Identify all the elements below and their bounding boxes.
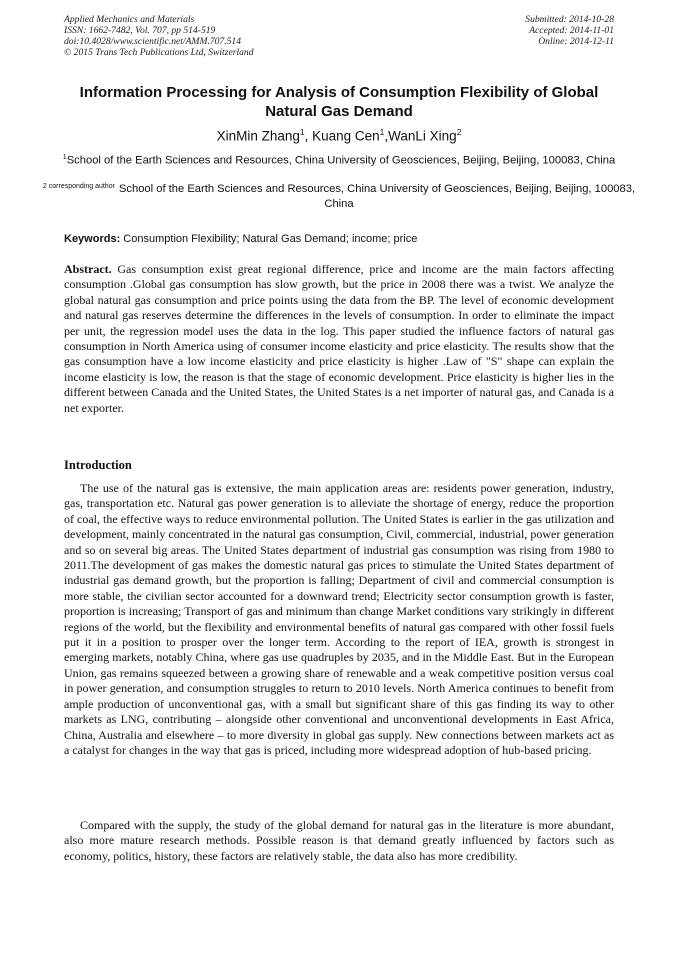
title-line-1: Information Processing for Analysis of Consumption Flexibility of Global bbox=[79, 84, 599, 101]
author-name: ,WanLi Xing bbox=[384, 128, 457, 144]
author-affil-sup: 1 bbox=[299, 127, 305, 137]
affiliation-text: School of the Earth Sciences and Resources, China University of Geosciences, Beijing, Beijing, 100083, China bbox=[66, 154, 616, 167]
online-date: Online: 2014-12-11 bbox=[538, 36, 614, 47]
section-heading-introduction: Introduction bbox=[64, 458, 132, 472]
author-list bbox=[40, 123, 638, 146]
author-name: XinMin Zhang bbox=[216, 128, 300, 144]
keywords bbox=[64, 232, 616, 246]
affiliation-2 bbox=[40, 179, 638, 212]
affiliation-1 bbox=[40, 150, 638, 169]
corresponding-author-label: 2 corresponding author bbox=[42, 183, 115, 190]
journal-issn: ISSN: 1662-7482, Vol. 707, pp 514-519 bbox=[64, 25, 216, 36]
affiliation-sup: 1 bbox=[62, 154, 67, 161]
intro-paragraph-2: Compared with the supply, the study of the global demand for natural gas in the literature is more abundant, also more mature research methods. Possible reason is that demand greatly influenced by factors such as economy, politics, history, these factors are relatively stable, the data also has more credibility. bbox=[64, 818, 614, 863]
intro-paragraph-1: The use of the natural gas is extensive, the main application areas are: residents power generation, industry, gas, transportation etc. Natural gas power generation is to alleviate the shortage of energy, reduce the proportion of coal, the effective ways to reduce environmental pollution. The United States is earlier in the gas utilization and development, mainly concentrated in the natural gas consumption, Civil, commercial, industrial, power generation and so on several big areas. The United States department of industrial gas consumption was rising from 1980 to 2011.The development of gas makes the domestic natural gas prices to stimulate the United States department of industrial gas demand growth, but the proportion is falling; Department of civil and commercial consumption is more stable, the civilian sector accounted for a downward trend; Electricity sector consumption growth is faster, proportion is increasing; Transport of gas and minimum than change Market conditions vary strikingly in different regions of the world, but the flexibility and environmental benefits of natural gas compared with other fossil fuels put it in a position to prosper over the longer term. According to the report of IEA, growth is strongest in emerging markets, notably China, where gas use quadruples by 2035, and in the Middle East. But in the European Union, gas remains squeezed between a growing share of renewable and a weak competitive position versus coal in power generation, and consumption struggles to return to 2010 levels. North America continues to benefit from ample production of unconventional gas, with a small but significant share of this gas finding its way to other markets as LNG, contributing – alongside other conventional and unconventional developments in East Africa, China, Australia and elsewhere – to more diversity in global gas supply. New connections between markets act as a catalyst for changes in the way that gas is priced, including more widespread adoption of hub-based pricing. bbox=[64, 481, 614, 757]
paper-title bbox=[40, 83, 638, 121]
accepted-date: Accepted: 2014-11-01 bbox=[529, 25, 614, 36]
submitted-date: Submitted: 2014-10-28 bbox=[525, 14, 614, 25]
keywords-text: Consumption Flexibility; Natural Gas Demand; income; price bbox=[120, 233, 418, 245]
keywords-label: Keywords: bbox=[64, 233, 121, 245]
journal-copyright: © 2015 Trans Tech Publications Ltd, Switzerland bbox=[64, 47, 254, 58]
author-affil-sup: 2 bbox=[456, 127, 462, 137]
journal-header bbox=[64, 14, 394, 58]
dates-header bbox=[414, 14, 614, 47]
journal-name: Applied Mechanics and Materials bbox=[64, 14, 195, 25]
author-name: , Kuang Cen bbox=[304, 128, 380, 144]
journal-doi: doi:10.4028/www.scientific.net/AMM.707.514 bbox=[64, 36, 242, 47]
abstract bbox=[64, 262, 614, 416]
title-line-2: Natural Gas Demand bbox=[265, 103, 413, 120]
abstract-text: Gas consumption exist great regional difference, price and income are the main factors affecting consumption .Global gas consumption has slow growth, but the price in 2008 there was a twist. We analyze the global natural gas consumption and price points using the data from the BP. The level of economic development and natural gas reserves determine the differences in the levels of consumption. In order to eliminate the impact per unit, the regression model uses the data in the log. This paper studied the influence factors of natural gas consumption in North America using of consumer income elasticity and price elasticity. The results show that the gas consumption have a low income elasticity and price elasticity is higher .Law of "S" shape can explain the income elasticity is low, the reason is that the stage of economic development. Price elasticity is higher lies in the different between Canada and the United States, the United States is a net importer of natural gas, and Canada is a net exporter. bbox=[64, 262, 614, 415]
abstract-label: Abstract. bbox=[64, 262, 112, 276]
affiliation-text: School of the Earth Sciences and Resources, China University of Geosciences, Beijing, Beijing, 100083, China bbox=[118, 183, 636, 210]
author-affil-sup: 1 bbox=[379, 127, 385, 137]
